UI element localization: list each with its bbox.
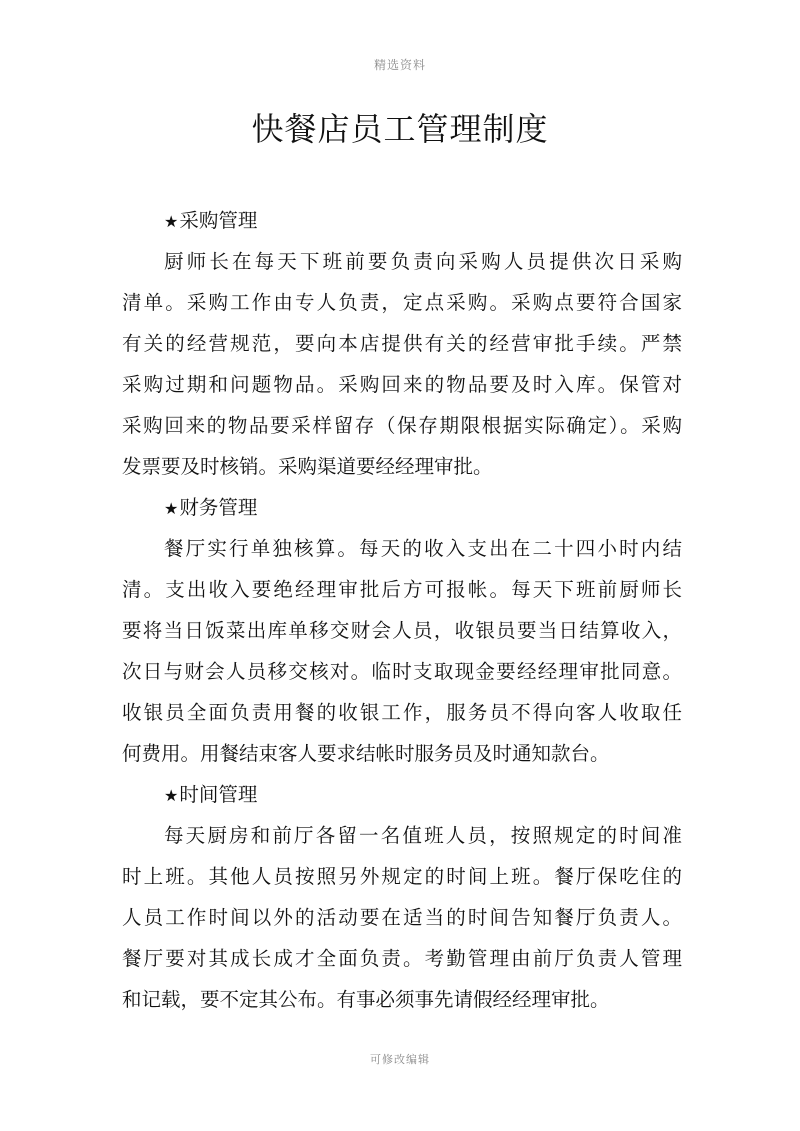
paragraph-line: 次日与财会人员移交核对。临时支取现金要经经理审批同意。 bbox=[122, 660, 682, 683]
document-title: 快餐店员工管理制度 bbox=[251, 110, 549, 148]
paragraph-line: 发票要及时核销。采购渠道要经经理审批。 bbox=[122, 455, 493, 478]
paragraph-line: 收银员全面负责用餐的收银工作，服务员不得向客人收取任 bbox=[122, 701, 682, 724]
star-icon: ★ bbox=[164, 786, 179, 805]
paragraph-line: 清单。采购工作由专人负责，定点采购。采购点要符合国家 bbox=[122, 291, 682, 314]
section-heading-label: 时间管理 bbox=[179, 783, 258, 806]
paragraph-line: 采购过期和问题物品。采购回来的物品要及时入库。保管对 bbox=[122, 373, 682, 396]
star-icon: ★ bbox=[164, 212, 179, 231]
paragraph-line: 何费用。用餐结束客人要求结帐时服务员及时通知款台。 bbox=[122, 742, 610, 765]
paragraph-line: 采购回来的物品要采样留存（保存期限根据实际确定）。采购 bbox=[122, 414, 682, 437]
section-heading-label: 采购管理 bbox=[179, 209, 258, 232]
paragraph-line: 人员工作时间以外的活动要在适当的时间告知餐厅负责人。 bbox=[122, 906, 682, 929]
star-icon: ★ bbox=[164, 499, 179, 518]
section-heading-label: 财务管理 bbox=[179, 496, 258, 519]
footer-note: 可修改编辑 bbox=[370, 1053, 430, 1066]
paragraph-line: 时上班。其他人员按照另外规定的时间上班。餐厅保吃住的 bbox=[122, 865, 682, 888]
paragraph-line: 清。支出收入要绝经理审批后方可报帐。每天下班前厨师长 bbox=[122, 578, 682, 601]
section-heading-finance bbox=[122, 487, 682, 528]
paragraph-line: 和记载，要不定其公布。有事必须事先请假经经理审批。 bbox=[122, 988, 610, 1011]
paragraph-line: 厨师长在每天下班前要负责向采购人员提供次日采购 bbox=[164, 250, 682, 273]
header-note: 精选资料 bbox=[373, 58, 426, 72]
document-body bbox=[122, 200, 682, 1020]
paragraph-line: 每天厨房和前厅各留一名值班人员，按照规定的时间准 bbox=[164, 824, 682, 847]
paragraph-line: 餐厅要对其成长成才全面负责。考勤管理由前厅负责人管理 bbox=[122, 947, 682, 970]
paragraph-line: 餐厅实行单独核算。每天的收入支出在二十四小时内结 bbox=[164, 537, 682, 560]
paragraph-line: 要将当日饭菜出库单移交财会人员，收银员要当日结算收入， bbox=[122, 619, 682, 642]
section-heading-purchasing bbox=[122, 200, 682, 241]
paragraph-line: 有关的经营规范，要向本店提供有关的经营审批手续。严禁 bbox=[122, 332, 682, 355]
section-heading-time bbox=[122, 774, 682, 815]
